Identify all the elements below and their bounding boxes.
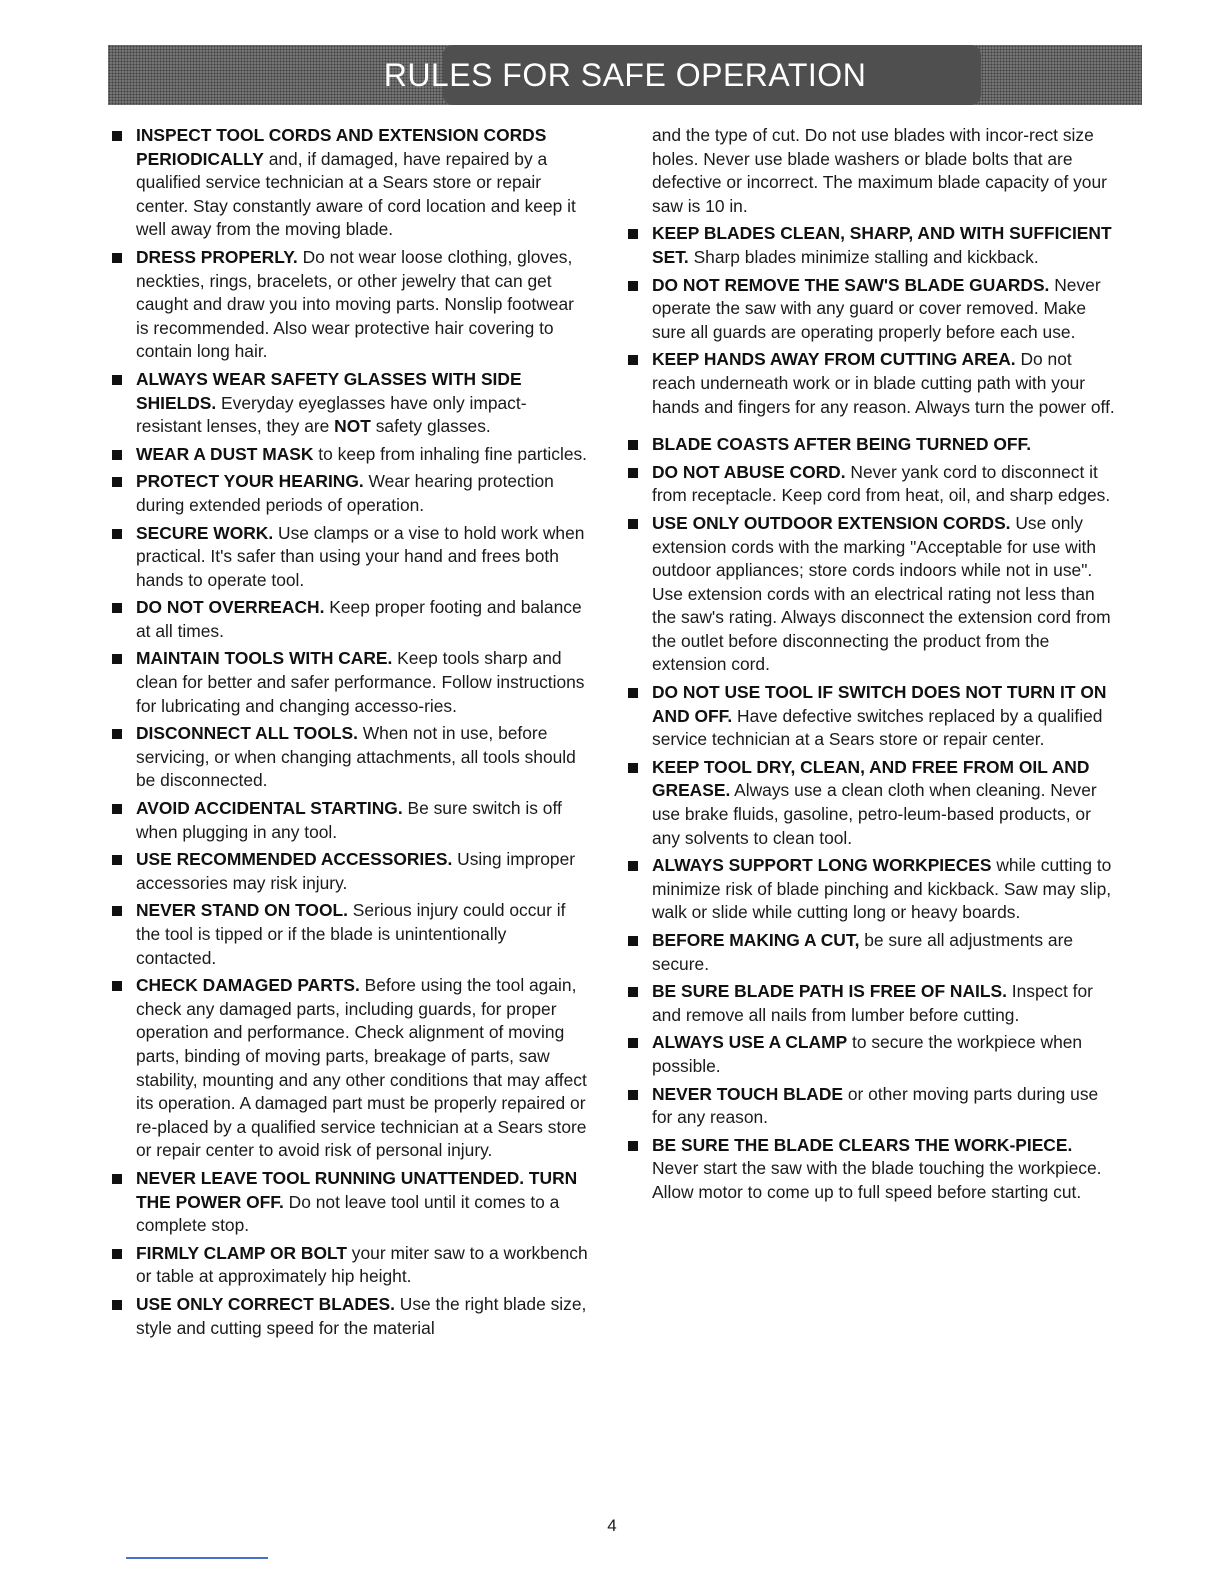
square-bullet-icon [112,729,122,739]
rule-heading: WEAR A DUST MASK [136,443,314,464]
square-bullet-icon [628,688,638,698]
rule-item [112,848,590,895]
rule-item [628,433,1118,457]
rule-item [112,899,590,970]
rule-text: safety glasses. [370,416,491,437]
rule-text: Always use a clean cloth when cleaning. Never use brake fluids, gasoline, petro-leum-based products, or any solvents to clean tool. [652,780,1097,848]
square-bullet-icon [628,1090,638,1100]
rule-item [112,596,590,643]
rule-item [628,222,1118,269]
rule-item [628,461,1118,508]
rule-heading: NEVER TOUCH BLADE [652,1083,843,1104]
right-column [628,124,1118,1209]
rule-heading: BLADE COASTS AFTER BEING TURNED OFF. [652,434,1032,455]
square-bullet-icon [112,1174,122,1184]
rule-text: Serious injury could occur if the tool is tipped or if the blade is unintentionally contacted. [136,900,566,968]
square-bullet-icon [628,861,638,871]
rule-heading: USE ONLY OUTDOOR EXTENSION CORDS. [652,512,1011,533]
rule-heading: DO NOT REMOVE THE SAW'S BLADE GUARDS. [652,274,1050,295]
square-bullet-icon [628,355,638,365]
square-bullet-icon [628,468,638,478]
rule-text: and, if damaged, have repaired by a qualified service technician at a Sears store or repair center. Stay constantly aware of cord location and keep it well away from the moving blade. [136,148,576,240]
square-bullet-icon [112,131,122,141]
rule-heading: DISCONNECT ALL TOOLS. [136,723,358,744]
rule-heading: BEFORE MAKING A CUT, [652,930,860,950]
square-bullet-icon [112,1249,122,1259]
square-bullet-icon [112,906,122,916]
rule-text: to secure the workpiece when possible. [652,1032,1083,1076]
rule-item [628,980,1118,1027]
rule-heading: ALWAYS WEAR SAFETY GLASSES WITH SIDE SHIELDS. [136,368,522,413]
square-bullet-icon [628,987,638,997]
rule-item [628,1083,1118,1130]
rule-heading: SECURE WORK. [136,522,274,543]
rule-text: Do not reach underneath work or in blade cutting path with your hands and fingers for any reason. Always turn the power off. [652,349,1115,417]
rule-heading: FIRMLY CLAMP OR BOLT [136,1242,347,1263]
rule-text: Before using the tool again, check any damaged parts, including guards, for proper operation and performance. Check alignment of moving parts, binding of moving parts, breakage of parts, saw stability, mounting and any other conditions that may affect its operation. A damaged part must be properly repaired or re-placed by a qualified service technician at a Sears store or repair center to avoid risk of personal injury. [136,975,587,1161]
square-bullet-icon [628,763,638,773]
rule-heading: USE RECOMMENDED ACCESSORIES. [136,849,453,870]
square-bullet-icon [112,253,122,263]
rule-text: Use the right blade size, style and cutting speed for the material [136,1293,587,1338]
rule-text: Never yank cord to disconnect it from receptacle. Keep cord from heat, oil, and sharp edges. [652,461,1111,506]
square-bullet-icon [112,450,122,460]
rule-item [112,470,590,517]
rule-text: Everyday eyeglasses have only impact-resistant lenses, they are [136,392,527,437]
page-title: RULES FOR SAFE OPERATION [383,56,867,93]
rule-heading: MAINTAIN TOOLS WITH CARE. [136,648,393,669]
rule-item [628,929,1118,976]
rule-heading: ALWAYS USE A CLAMP [652,1032,848,1053]
rule-item [112,124,590,242]
rule-heading: KEEP HANDS AWAY FROM CUTTING AREA. [652,349,1016,370]
rule-item [628,756,1118,850]
square-bullet-icon [628,1141,638,1151]
rule-heading: KEEP BLADES CLEAN, SHARP, AND WITH SUFFICIENT SET. [652,223,1112,267]
rule-heading: DO NOT ABUSE CORD. [652,461,846,482]
rule-heading: AVOID ACCIDENTAL STARTING. [136,798,403,819]
rule-item [112,1167,590,1238]
rule-item [628,512,1118,677]
rule-heading: ALWAYS SUPPORT LONG WORKPIECES [652,855,992,876]
rule-text: Do not leave tool until it comes to a complete stop. [136,1191,560,1236]
bottom-rule [126,1557,268,1559]
title-banner [108,45,1142,105]
rule-item [112,1293,590,1340]
rule-heading: DO NOT USE TOOL IF SWITCH DOES NOT TURN IT ON AND OFF. [652,682,1107,726]
rule-heading: NEVER LEAVE TOOL RUNNING UNATTENDED. TURN THE POWER OFF. [136,1167,578,1212]
rule-text: Inspect for and remove all nails from lumber before cutting. [652,981,1093,1025]
rule-text: Use only extension cords with the marking "Acceptable for use with outdoor appliances; store cords indoors while not in use". Use extension cords with an electrical rating not less than the saw's rating. Always disconnect the extension cord from the outlet before disconnecting the product from the extension cord. [652,512,1111,675]
rule-text: Do not wear loose clothing, gloves, neckties, rings, bracelets, or other jewelry that can get caught and draw you into moving parts. Nonslip footwear is recommended. Also wear protective hair covering to contain long hair. [136,246,574,362]
square-bullet-icon [112,529,122,539]
rule-text: Have defective switches replaced by a qualified service technician at a Sears store or repair center. [652,705,1103,750]
rule-item [112,797,590,844]
left-column [112,124,590,1344]
rule-item [112,1242,590,1289]
rule-continuation: and the type of cut. Do not use blades with incor-rect size holes. Never use blade washers or blade bolts that are defective or incorrect. The maximum blade capacity of your saw is 10 in. [652,125,1107,216]
square-bullet-icon [112,375,122,385]
rule-text: Never start the saw with the blade touching the workpiece. Allow motor to come up to full speed before starting cut. [652,1158,1102,1202]
square-bullet-icon [628,519,638,529]
rule-heading: PROTECT YOUR HEARING. [136,471,364,492]
rule-text: your miter saw to a workbench or table at approximately hip height. [136,1242,588,1287]
square-bullet-icon [112,981,122,991]
square-bullet-icon [112,804,122,814]
rule-item [112,246,590,364]
rule-item [628,854,1118,925]
rule-text: Using improper accessories may risk injury. [136,849,576,893]
rule-text: Sharp blades minimize stalling and kickback. [688,246,1039,267]
rule-heading: DRESS PROPERLY. [136,246,298,267]
square-bullet-icon [628,936,638,946]
rule-text: Keep proper footing and balance at all times. [136,597,582,641]
page-number: 4 [607,1516,617,1535]
rule-heading: DO NOT OVERREACH. [136,597,325,618]
square-bullet-icon [112,603,122,613]
rule-text: or other moving parts during use for any reason. [652,1083,1099,1128]
rule-text: Wear hearing protection during extended periods of operation. [136,471,554,515]
rule-text: Be sure switch is off when plugging in any tool. [136,798,562,842]
rule-item [628,681,1118,752]
rule-heading: KEEP TOOL DRY, CLEAN, AND FREE FROM OIL AND GREASE. [652,756,1090,801]
rule-heading: USE ONLY CORRECT BLADES. [136,1293,395,1314]
rule-heading: BE SURE BLADE PATH IS FREE OF NAILS. [652,981,1007,1002]
rule-heading: INSPECT TOOL CORDS AND EXTENSION CORDS PERIODICALLY [136,125,547,169]
rule-emphasis: NOT [334,416,371,437]
rule-item [628,1134,1118,1205]
rule-heading: NEVER STAND ON TOOL. [136,900,348,921]
square-bullet-icon [112,654,122,664]
square-bullet-icon [112,855,122,865]
rule-text: while cutting to minimize risk of blade pinching and kickback. Saw may slip, walk or slide while cutting long or heavy boards. [652,855,1112,923]
rule-item [112,522,590,593]
square-bullet-icon [112,477,122,487]
rule-text: Never operate the saw with any guard or cover removed. Make sure all guards are operating properly before each use. [652,274,1101,342]
rule-item [628,1031,1118,1078]
rule-item [112,722,590,793]
square-bullet-icon [112,1300,122,1310]
rule-item [628,348,1118,419]
rule-text: Use clamps or a vise to hold work when practical. It's safer than using your hand and frees both hands to operate tool. [136,522,585,590]
rule-text: When not in use, before servicing, or when changing attachments, all tools should be disconnected. [136,723,576,791]
rule-text: Keep tools sharp and clean for better and safer performance. Follow instructions for lubricating and changing accesso-ries. [136,648,585,716]
rule-heading: BE SURE THE BLADE CLEARS THE WORK-PIECE. [652,1134,1073,1155]
square-bullet-icon [628,1038,638,1048]
rule-item [112,974,590,1163]
rule-item [112,443,590,467]
rule-item [112,647,590,718]
rule-item [112,368,590,439]
square-bullet-icon [628,229,638,239]
square-bullet-icon [628,281,638,291]
square-bullet-icon [628,440,638,450]
rule-heading: CHECK DAMAGED PARTS. [136,975,360,996]
rule-item [628,274,1118,345]
rule-text: to keep from inhaling fine particles. [313,443,588,464]
rule-text: be sure all adjustments are secure. [652,930,1074,974]
